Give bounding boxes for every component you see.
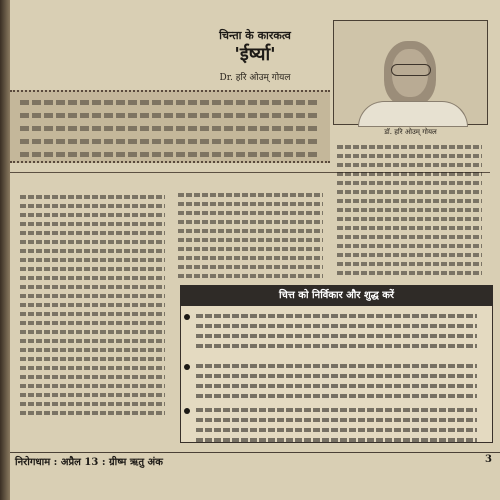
verse-block — [188, 402, 485, 448]
right-body-column — [337, 140, 482, 280]
verse-block — [188, 308, 485, 354]
photo-caption: डॉ. हरि ओउम् गोयल — [384, 128, 437, 136]
highlight-box-title: चित्त को निर्विकार और शुद्ध करें — [180, 285, 493, 306]
footer-label: निरोगधाम : अप्रैल 13 : ग्रीष्म ऋतु अंक — [15, 457, 163, 468]
intro-summary-box — [10, 90, 330, 163]
page-spine — [0, 0, 10, 500]
intro-text-line — [20, 139, 320, 144]
author-glasses — [391, 64, 431, 76]
middle-body-column — [178, 188, 323, 283]
page-number: 3 — [485, 454, 492, 465]
article-title: 'ईर्ष्या' — [234, 44, 276, 65]
author-byline: Dr. हरि ओउम् गोयल — [219, 73, 291, 83]
intro-text-line — [20, 113, 320, 118]
author-shirt — [358, 101, 468, 127]
intro-text-line — [20, 126, 320, 131]
author-photo — [333, 20, 488, 125]
intro-text-line — [20, 152, 320, 157]
series-title: चिन्ता के कारकत्व — [219, 29, 291, 42]
left-body-column — [20, 190, 165, 420]
verse-block — [188, 358, 485, 404]
intro-text-line — [20, 100, 320, 105]
page-footer — [10, 452, 500, 469]
